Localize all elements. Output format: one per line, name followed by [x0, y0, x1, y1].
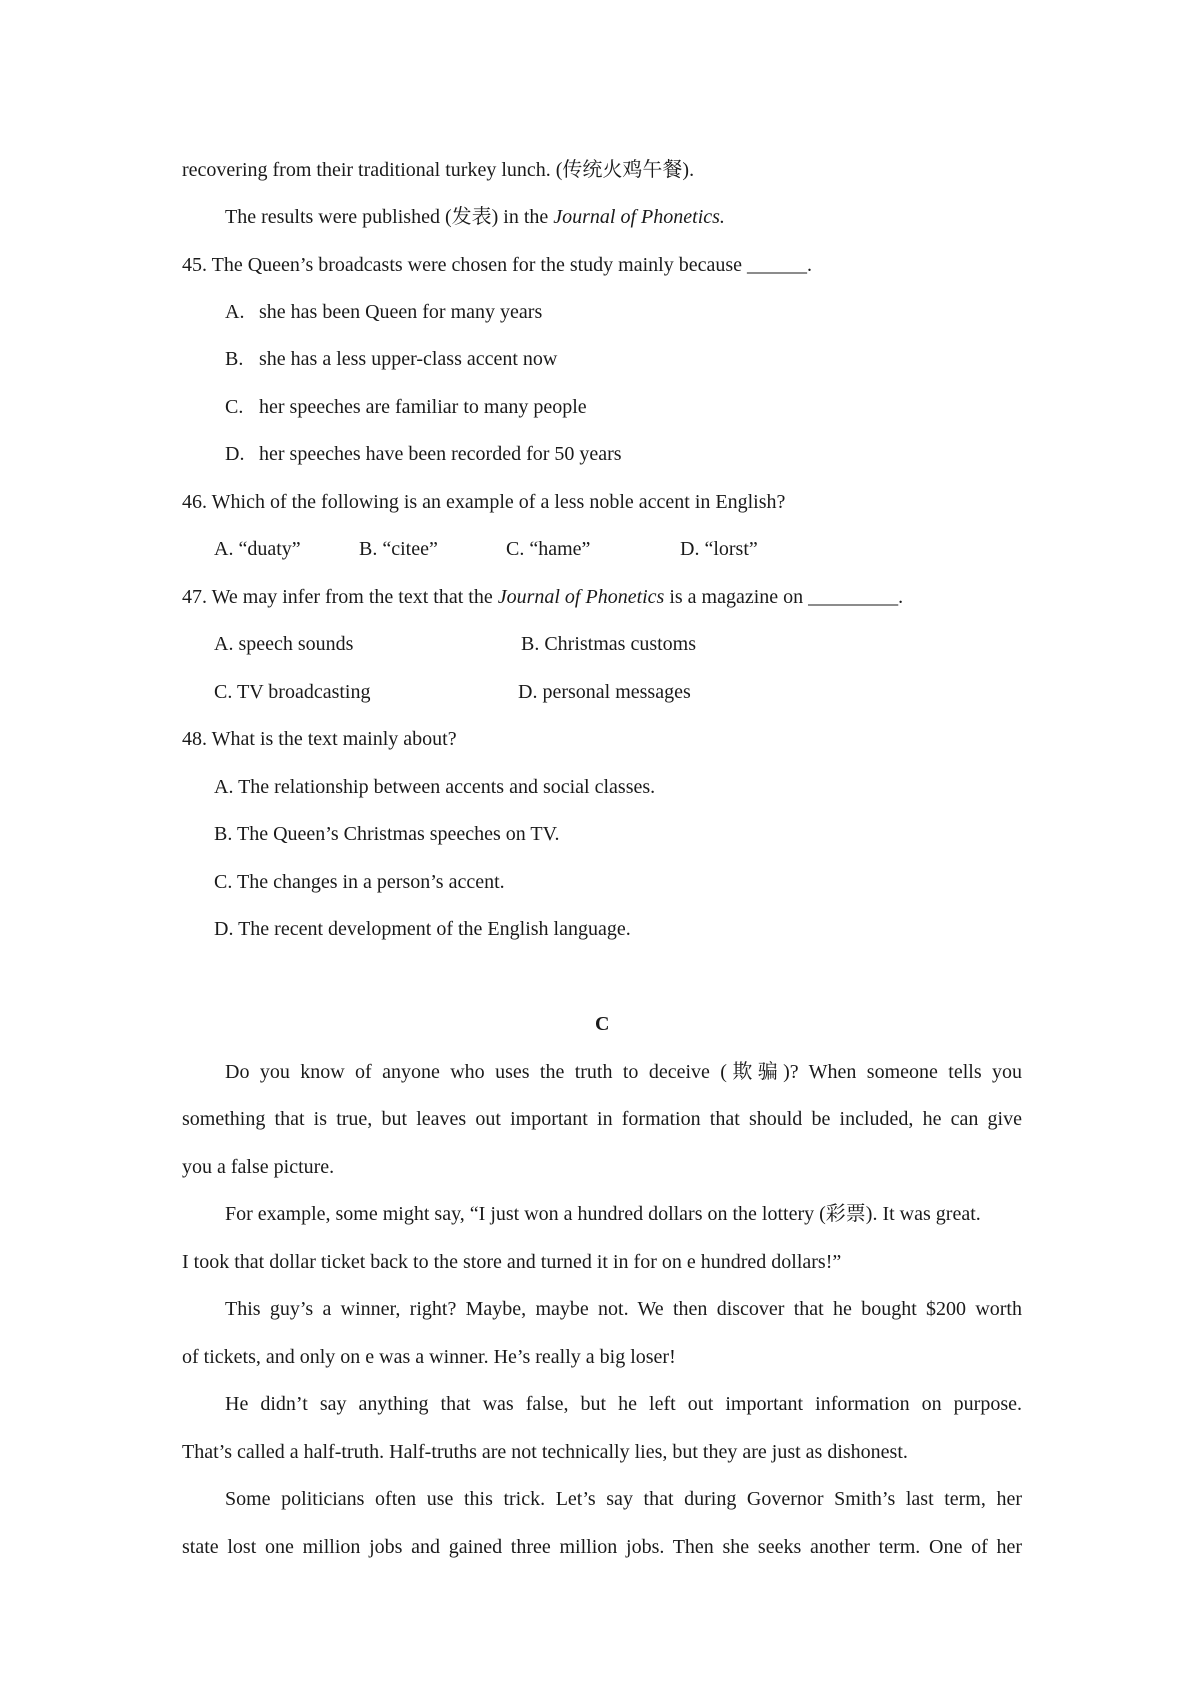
option-letter: C. [225, 396, 244, 418]
paragraph-line: For example, some might say, “I just won a hundred dollars on the lottery (彩票). It was great. [225, 1203, 981, 1225]
q45-option-d [225, 442, 622, 466]
q46-option-b: B. “citee” [359, 538, 438, 560]
results-text: The results were published (发表) in the [225, 206, 554, 228]
section-heading: C [595, 1013, 610, 1035]
q46-option-a: A. “duaty” [214, 538, 301, 560]
q48-option-d: D. The recent development of the English language. [214, 918, 631, 940]
paragraph-line: That’s called a half-truth. Half-truths are not technically lies, but they are just as dishonest. [182, 1441, 908, 1463]
q45-option-a [225, 300, 542, 324]
paragraph-line: state lost one million jobs and gained three million jobs. Then she seeks another term. One of her [182, 1536, 1022, 1558]
q46-option-d: D. “lorst” [680, 538, 758, 560]
option-text: her speeches are familiar to many people [259, 396, 587, 418]
option-text: she has been Queen for many years [259, 301, 543, 323]
stem-text: is a magazine on _________. [664, 586, 904, 608]
paragraph-line: of tickets, and only on e was a winner. He’s really a big loser! [182, 1346, 676, 1368]
paragraph-line: you a false picture. [182, 1156, 335, 1178]
paragraph-line: something that is true, but leaves out important in formation that should be included, he can give [182, 1108, 1022, 1130]
question-46-stem: 46. Which of the following is an example of a less noble accent in English? [182, 491, 786, 513]
q47-option-d: D. personal messages [518, 681, 691, 703]
stem-text: 47. We may infer from the text that the [182, 586, 498, 608]
q47-option-c: C. TV broadcasting [214, 681, 371, 703]
question-45-stem: 45. The Queen’s broadcasts were chosen for the study mainly because ______. [182, 254, 813, 276]
q48-option-c: C. The changes in a person’s accent. [214, 871, 505, 893]
paragraph-line: Some politicians often use this trick. Let’s say that during Governor Smith’s last term, her [225, 1488, 1022, 1510]
q45-option-b [225, 347, 557, 371]
results-sentence [225, 205, 725, 229]
paragraph-line: I took that dollar ticket back to the store and turned it in for on e hundred dollars!” [182, 1251, 842, 1273]
option-letter: B. [225, 348, 244, 370]
q46-option-c: C. “hame” [506, 538, 591, 560]
q47-option-a: A. speech sounds [214, 633, 354, 655]
paragraph-line: He didn’t say anything that was false, but he left out important information on purpose. [225, 1393, 1022, 1415]
q48-option-a: A. The relationship between accents and social classes. [214, 776, 656, 798]
q45-option-c [225, 395, 587, 419]
question-48-stem: 48. What is the text mainly about? [182, 728, 457, 750]
q47-option-b: B. Christmas customs [521, 633, 697, 655]
passage-line: recovering from their traditional turkey lunch. (传统火鸡午餐). [182, 159, 695, 181]
option-text: her speeches have been recorded for 50 years [259, 443, 622, 465]
paragraph-line: Do you know of anyone who uses the truth to deceive (欺骗)? When someone tells you [225, 1061, 1022, 1083]
option-text: she has a less upper-class accent now [259, 348, 558, 370]
q48-option-b: B. The Queen’s Christmas speeches on TV. [214, 823, 560, 845]
paragraph-line: This guy’s a winner, right? Maybe, maybe not. We then discover that he bought $200 worth [225, 1298, 1022, 1320]
journal-title: Journal of Phonetics [497, 586, 665, 608]
journal-title: Journal of Phonetics. [553, 206, 725, 228]
option-letter: A. [225, 301, 245, 323]
question-47-stem [182, 585, 903, 609]
option-letter: D. [225, 443, 245, 465]
